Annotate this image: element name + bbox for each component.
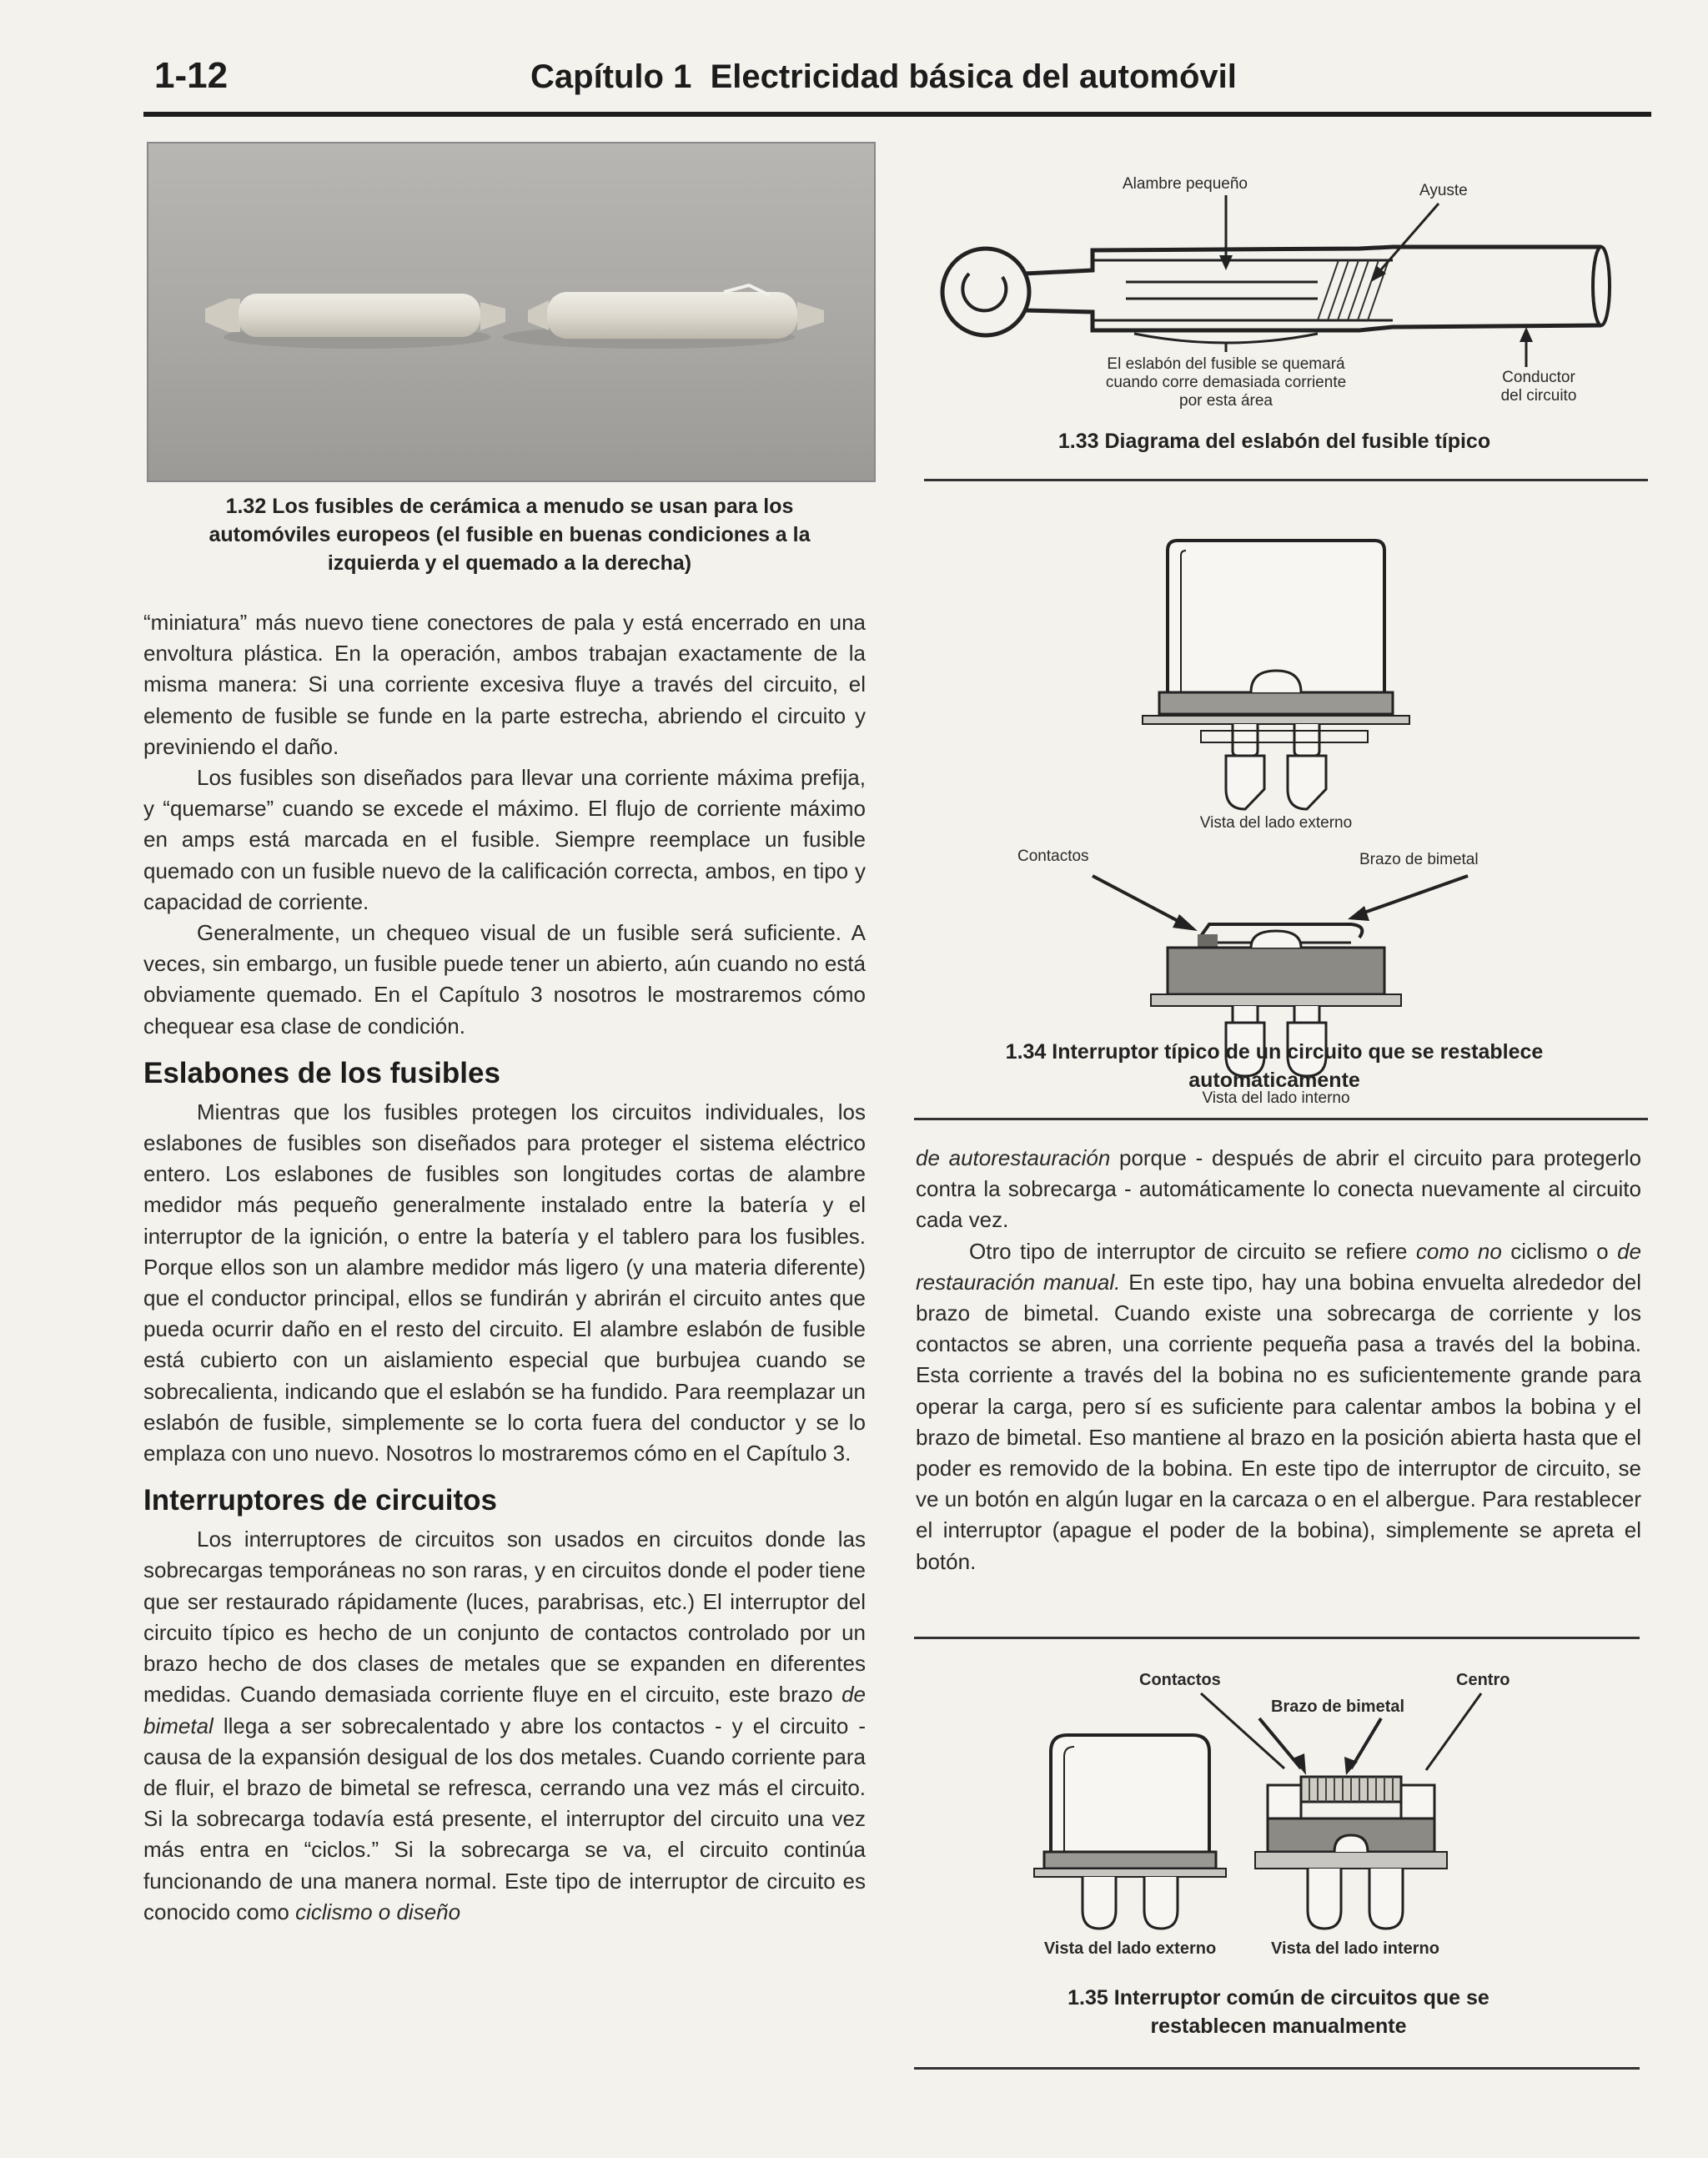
- header-rule: [143, 112, 1651, 117]
- paragraph: “miniatura” más nuevo tiene conectores de pala y está encerrado en una envoltura plástica. En la operación, ambos trabajan exactamente de la misma manera: Si una corriente excesiva fluye a través del circuito, el elemento de fusible se funde en la parte estrecha, abriendo el circuito y previniendo el daño.: [143, 610, 866, 759]
- external-view-icon: [1143, 541, 1409, 809]
- paragraph: Mientras que los fusibles protegen los circuitos individuales, los eslabones de fusibles son diseñados para proteger el sistema eléctrico entero. Los eslabones de fusibles son longitudes cortas de alambre medidor más pequeño generalmente instalado entre la batería y el interruptor de la ignición, o entre la batería y el tablero para los fusibles. Porque ellos son un alambre medidor más ligero (y una materia diferente) que el conductor principal, ellos se fundirán y abrirán el circuito antes que pueda ocurrir daño en el resto del circuito. El alambre eslabón de fusible está cubierto con un aislamiento especial que burbujea cuando se sobrecalienta, indicando que el eslabón se ha fundido. Para reemplazar un eslabón de fusible, simplemente se lo corta fuera del conductor y se lo emplaza con uno nuevo. Nosotros lo mostraremos cómo en el Capítulo 3.: [143, 1099, 866, 1466]
- figure-rule: [914, 2067, 1640, 2070]
- figure-1-32-caption: [147, 492, 872, 577]
- label-contacts: Contactos: [1017, 848, 1089, 865]
- section-heading: Interruptores de circuitos: [143, 1484, 497, 1517]
- chapter-label: Capítulo 1: [530, 58, 692, 95]
- fuse-photo: [147, 142, 876, 482]
- label-external-view: Vista del lado externo: [1199, 814, 1353, 832]
- section-heading: Eslabones de los fusibles: [143, 1056, 500, 1089]
- figure-number: 1.34: [1005, 1040, 1047, 1064]
- page-number: 1-12: [154, 55, 229, 96]
- label-melt-area: cuando corre demasiada corriente: [1105, 374, 1347, 391]
- caption-line: izquierda y el quemado a la derecha): [327, 551, 692, 575]
- left-column: [143, 607, 866, 1928]
- paragraph: Los fusibles son diseñados para llevar una corriente máxima prefija, y “quemarse” cuando se excede el máximo. El flujo de corriente máximo en amps está marcada en el fusible. Siempre reemplace un fusible quemado con un fusible nuevo de la calificación correcta, ambos, en tipo y capacidad de corriente.: [143, 765, 866, 914]
- label-crimp: Ayuste: [1419, 182, 1468, 199]
- caption-line: Interruptor común de circuitos que se: [1113, 1986, 1489, 2010]
- label-center: Centro: [1456, 1671, 1510, 1689]
- internal-view-icon: [1255, 1777, 1447, 1929]
- figure-rule: [914, 1637, 1640, 1639]
- manual-reset-breaker-diagram: [1001, 1660, 1585, 1960]
- label-small-wire: Alambre pequeño: [1123, 175, 1248, 193]
- caption-line: automóviles europeos (el fusible en buenas condiciones a la: [208, 523, 811, 546]
- figure-number: 1.32: [225, 495, 267, 518]
- running-head: [530, 58, 1237, 96]
- paragraph: de autorestauración porque - después de abrir el circuito para protegerlo contra la sobrecarga - automáticamente lo conecta nuevamente al circuito cada vez.: [916, 1145, 1641, 1233]
- ceramic-fuses-image: [148, 143, 874, 480]
- label-contacts: Contactos: [1139, 1671, 1221, 1689]
- label-conductor: Conductor: [1502, 369, 1575, 386]
- caption-line: Los fusibles de cerámica a menudo se usan para los: [272, 495, 794, 518]
- figure-1-35-caption: [916, 1984, 1641, 2040]
- figure-rule: [924, 479, 1648, 481]
- caption-text: Diagrama del eslabón del fusible típico: [1104, 430, 1491, 453]
- figure-1-34-caption: [924, 1038, 1625, 1094]
- ring-terminal-icon: [942, 249, 1029, 335]
- chapter-title: Electricidad básica del automóvil: [710, 58, 1237, 95]
- external-view-icon: [1034, 1735, 1226, 1929]
- label-melt-area: por esta área: [1179, 392, 1273, 409]
- figure-rule: [914, 1118, 1648, 1120]
- caption-line: Interruptor típico de un circuito que se restablece: [1052, 1040, 1544, 1064]
- label-bimetal-arm: Brazo de bimetal: [1271, 1698, 1405, 1716]
- label-melt-area: El eslabón del fusible se quemará: [1107, 355, 1345, 373]
- figure-1-33-caption: [924, 427, 1625, 455]
- label-bimetal-arm: Brazo de bimetal: [1359, 851, 1479, 868]
- caption-line: restablecen manualmente: [1150, 2015, 1407, 2038]
- label-internal-view: Vista del lado interno: [1271, 1939, 1439, 1958]
- fusible-link-diagram: [926, 167, 1626, 409]
- label-internal-view: Vista del lado interno: [1202, 1089, 1350, 1106]
- paragraph: Los interruptores de circuitos son usados en circuitos donde las sobrecargas temporáneas no son raras, y en circuitos donde el poder tiene que ser restaurado rápidamente (luces, parabrisas, etc.) El interruptor del circuito típico es hecho de un conjunto de contactos controlado por un brazo hecho de dos clases de metales que se expanden en diferentes medidas. Cuando demasiada corriente fluye en el circuito, este brazo de bimetal llega a ser sobrecalentado y abre los contactos - y el circuito - causa de la expansión desigual de los dos metales. Cuando corriente para de fluir, el brazo de bimetal se refresca, cerrando una vez más el circuito. Si la sobrecarga todavía está presente, el interruptor del circuito una vez más entra en “ciclos.” Si la sobrecarga se va, el circuito continúa funcionando de una manera normal. Este tipo de interruptor de circuito es conocido como ciclismo o diseño: [143, 1527, 866, 1924]
- auto-reset-breaker-diagram: [1001, 526, 1568, 1018]
- figure-number: 1.33: [1057, 430, 1099, 453]
- paragraph: Otro tipo de interruptor de circuito se refiere como no ciclismo o de restauración manual. En este tipo, hay una bobina envuelta alrededor del brazo de bimetal. Cuando existe una sobrecarga de corriente y los contactos se abren, una corriente pequeña pasa a través del la bobina. Esta corriente a través del la bobina no es suficientemente grande para operar la carga, pero sí es suficiente para calentar ambos la bobina y el brazo de bimetal. Eso mantiene al brazo en la posición abierta hasta que el poder es removido de la bobina. En este tipo de interruptor de circuito, se ve un botón en algún lugar en la carcaza o en el albergue. Para restablecer el interruptor (apague el poder de la bobina), simplemente se apreta el botón.: [916, 1238, 1642, 1574]
- caption-line: automáticamente: [1188, 1069, 1360, 1092]
- right-column: [916, 1143, 1641, 1577]
- label-conductor: del circuito: [1500, 387, 1577, 405]
- figure-number: 1.35: [1068, 1986, 1108, 2010]
- internal-view-icon: [1151, 924, 1401, 1006]
- label-external-view: Vista del lado externo: [1043, 1939, 1217, 1958]
- paragraph: Generalmente, un chequeo visual de un fusible será suficiente. A veces, sin embargo, un fusible puede tener un abierto, aún cuando no está obviamente quemado. En el Capítulo 3 nosotros le mostraremos cómo chequear esa clase de condición.: [143, 920, 866, 1039]
